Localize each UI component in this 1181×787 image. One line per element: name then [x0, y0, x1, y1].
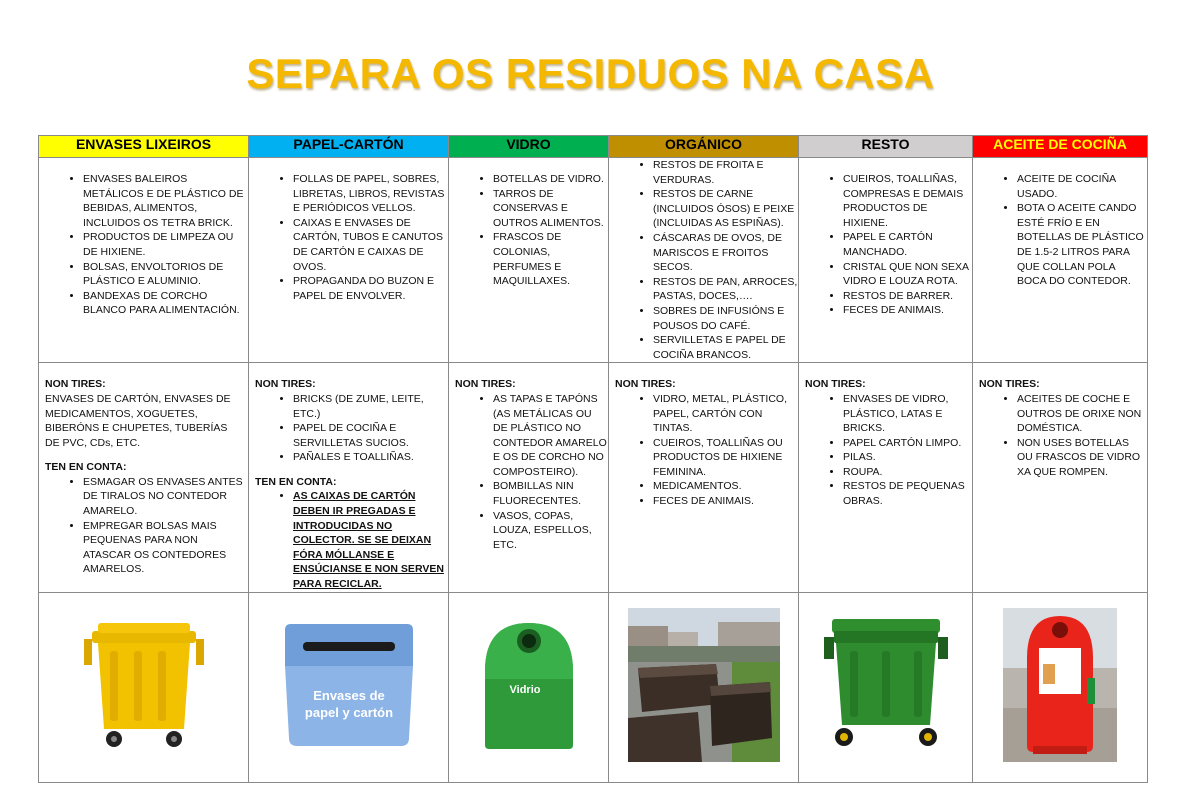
list-item: • FECES DE ANIMAIS. — [843, 303, 972, 318]
compost-bins-photo-icon — [628, 608, 780, 762]
list-item: • CUEIROS, TOALLIÑAS, COMPRESAS E DEMAIS PRODUCTOS DE HIXIENE. — [843, 172, 972, 230]
header-vidro: VIDRO — [449, 136, 609, 158]
not-allowed-row — [39, 363, 1148, 592]
ten-en-conta-label: TEN EN CONTA: — [255, 475, 337, 488]
list-item: • RESTOS DE PAN, ARROCES, PASTAS, DOCES,…. — [653, 275, 798, 304]
list-item: • VASOS, COPAS, LOUZA, ESPELLOS, ETC. — [493, 509, 608, 553]
non-tires-label: NON TIRES: — [979, 378, 1040, 391]
list-item: • SOBRES DE INFUSIÓNS E POUSOS DO CAFÉ. — [653, 304, 798, 333]
notallowed-papel — [249, 363, 449, 592]
list-item: • BOTA O ACEITE CANDO ESTÉ FRÍO E EN BOTELLAS DE PLÁSTICO DE 1.5-2 LITROS PARA QUE COLLAN POLA BOCA DO CONTEDOR. — [1017, 201, 1147, 289]
list-item: • BOMBILLAS NIN FLUORECENTES. — [493, 479, 608, 508]
list-item: • ACEITES DE COCHE E OUTROS DE ORIXE NON DOMÉSTICA. — [1017, 392, 1147, 436]
allowed-envases — [39, 158, 249, 363]
list-item: • ESMAGAR OS ENVASES ANTES DE TIRALOS NO CONTEDOR AMARELO. — [83, 475, 248, 519]
non-tires-label: NON TIRES: — [455, 378, 516, 391]
bin-label-line1: Envases de — [312, 687, 385, 703]
header-aceite: ACEITE DE COCIÑA — [973, 136, 1148, 158]
list-item: • PAPEL CARTÓN LIMPO. — [843, 436, 972, 451]
img-resto — [799, 592, 973, 782]
non-tires-label: NON TIRES: — [805, 378, 866, 391]
blue-paper-container-icon — [279, 620, 419, 750]
img-envases — [39, 592, 249, 782]
header-envases: ENVASES LIXEIROS — [39, 136, 249, 158]
notallowed-organico — [609, 363, 799, 592]
list-item: • PILAS. — [843, 450, 972, 465]
allowed-aceite — [973, 158, 1148, 363]
list-item: • MEDICAMENTOS. — [653, 479, 798, 494]
list-item: • PROPAGANDA DO BUZON E PAPEL DE ENVOLVER. — [293, 274, 448, 303]
header-resto: RESTO — [799, 136, 973, 158]
image-row — [39, 592, 1148, 782]
non-tires-text: ENVASES DE CARTÓN, ENVASES DE MEDICAMENTOS, XOGUETES, BIBERÓNS E CHUPETES, TUBERÍAS DE PVC, CDs, ETC. — [45, 392, 231, 449]
header-papel: PAPEL-CARTÓN — [249, 136, 449, 158]
page-title: SEPARA OS RESIDUOS NA CASA — [246, 50, 935, 97]
img-papel — [249, 592, 449, 782]
list-item: • VIDRO, METAL, PLÁSTICO, PAPEL, CARTÓN CON TINTAS. — [653, 392, 798, 436]
list-item: • BANDEXAS DE CORCHO BLANCO PARA ALIMENTACIÓN. — [83, 289, 248, 318]
non-tires-label: NON TIRES: — [615, 378, 676, 391]
bin-label-line2: papel y cartón — [304, 704, 393, 720]
list-item: • AS TAPAS E TAPÓNS (AS METÁLICAS OU DE PLÁSTICO NO CONTEDOR AMARELO E OS DE CORCHO NO COMPOSTEIRO). — [493, 392, 608, 480]
green-wheelie-bin-icon — [824, 615, 948, 755]
allowed-organico — [609, 158, 799, 363]
list-item: • SERVILLETAS E PAPEL DE COCIÑA BRANCOS. — [653, 333, 798, 362]
list-item: • ROUPA. — [843, 465, 972, 480]
list-item: • RESTOS DE CARNE (INCLUIDOS ÓSOS) E PEIXE (INCLUIDAS AS ESPIÑAS). — [653, 187, 798, 231]
notallowed-envases — [39, 363, 249, 592]
list-item: • PRODUCTOS DE LIMPEZA OU DE HIXIENE. — [83, 230, 248, 259]
list-item: • BRICKS (DE ZUME, LEITE, ETC.) — [293, 392, 448, 421]
waste-table — [38, 135, 1148, 783]
yellow-wheelie-bin-icon — [84, 617, 204, 752]
red-oil-container-photo-icon — [1003, 608, 1117, 762]
list-item: • EMPREGAR BOLSAS MAIS PEQUENAS PARA NON ATASCAR OS CONTEDORES AMARELOS. — [83, 519, 248, 577]
notallowed-vidro — [449, 363, 609, 592]
list-item: • CRISTAL QUE NON SEXA VIDRO E LOUZA ROTA. — [843, 260, 972, 289]
list-item: • PAPEL E CARTÓN MANCHADO. — [843, 230, 972, 259]
non-tires-label: NON TIRES: — [255, 378, 316, 391]
img-aceite — [973, 592, 1148, 782]
list-item: • NON USES BOTELLAS OU FRASCOS DE VIDRO XA QUE ROMPEN. — [1017, 436, 1147, 480]
green-glass-igloo-icon — [481, 619, 577, 751]
header-row — [39, 136, 1148, 158]
list-item: • ENVASES DE VIDRO, PLÁSTICO, LATAS E BRICKS. — [843, 392, 972, 436]
allowed-papel — [249, 158, 449, 363]
list-item: • RESTOS DE FROITA E VERDURAS. — [653, 158, 798, 187]
list-item: • PAÑALES E TOALLIÑAS. — [293, 450, 448, 465]
list-item: • BOLSAS, ENVOLTORIOS DE PLÁSTICO E ALUMINIO. — [83, 260, 248, 289]
list-item: • CUEIROS, TOALLIÑAS OU PRODUCTOS DE HIXIENE FEMININA. — [653, 436, 798, 480]
header-organico: ORGÁNICO — [609, 136, 799, 158]
img-vidro — [449, 592, 609, 782]
list-item: • TARROS DE CONSERVAS E OUTROS ALIMENTOS. — [493, 187, 608, 231]
list-item: • CAIXAS E ENVASES DE CARTÓN, TUBOS E CANUTOS DE CARTÓN E CAIXAS DE OVOS. — [293, 216, 448, 274]
notallowed-resto — [799, 363, 973, 592]
ten-en-conta-label: TEN EN CONTA: — [45, 461, 127, 474]
list-item: • FRASCOS DE COLONIAS, PERFUMES E MAQUILLAXES. — [493, 230, 608, 288]
list-item: • ENVASES BALEIROS METÁLICOS E DE PLÁSTICO DE BEBIDAS, ALIMENTOS, INCLUIDOS OS TETRA BRICK. — [83, 172, 248, 230]
list-item: • ACEITE DE COCIÑA USADO. — [1017, 172, 1147, 201]
list-item: • AS CAIXAS DE CARTÓN DEBEN IR PREGADAS E INTRODUCIDAS NO COLECTOR. SE SE DEIXAN FÓRA MÓLLANSE E ENSÚCIANSE E NON SERVEN PARA RECICLAR. — [293, 489, 448, 591]
list-item: • RESTOS DE BARRER. — [843, 289, 972, 304]
list-item: • BOTELLAS DE VIDRO. — [493, 172, 608, 187]
img-organico — [609, 592, 799, 782]
allowed-resto — [799, 158, 973, 363]
non-tires-label: NON TIRES: — [45, 378, 106, 391]
list-item: • FOLLAS DE PAPEL, SOBRES, LIBRETAS, LIBROS, REVISTAS E PERIÓDICOS VELLOS. — [293, 172, 448, 216]
allowed-vidro — [449, 158, 609, 363]
bin-label: Vidrio — [509, 683, 540, 696]
notallowed-aceite — [973, 363, 1148, 592]
allowed-row — [39, 158, 1148, 363]
list-item: • RESTOS DE PEQUENAS OBRAS. — [843, 479, 972, 508]
list-item: • CÁSCARAS DE OVOS, DE MARISCOS E FROITOS SECOS. — [653, 231, 798, 275]
list-item: • FECES DE ANIMAIS. — [653, 494, 798, 509]
list-item: • PAPEL DE COCIÑA E SERVILLETAS SUCIOS. — [293, 421, 448, 450]
